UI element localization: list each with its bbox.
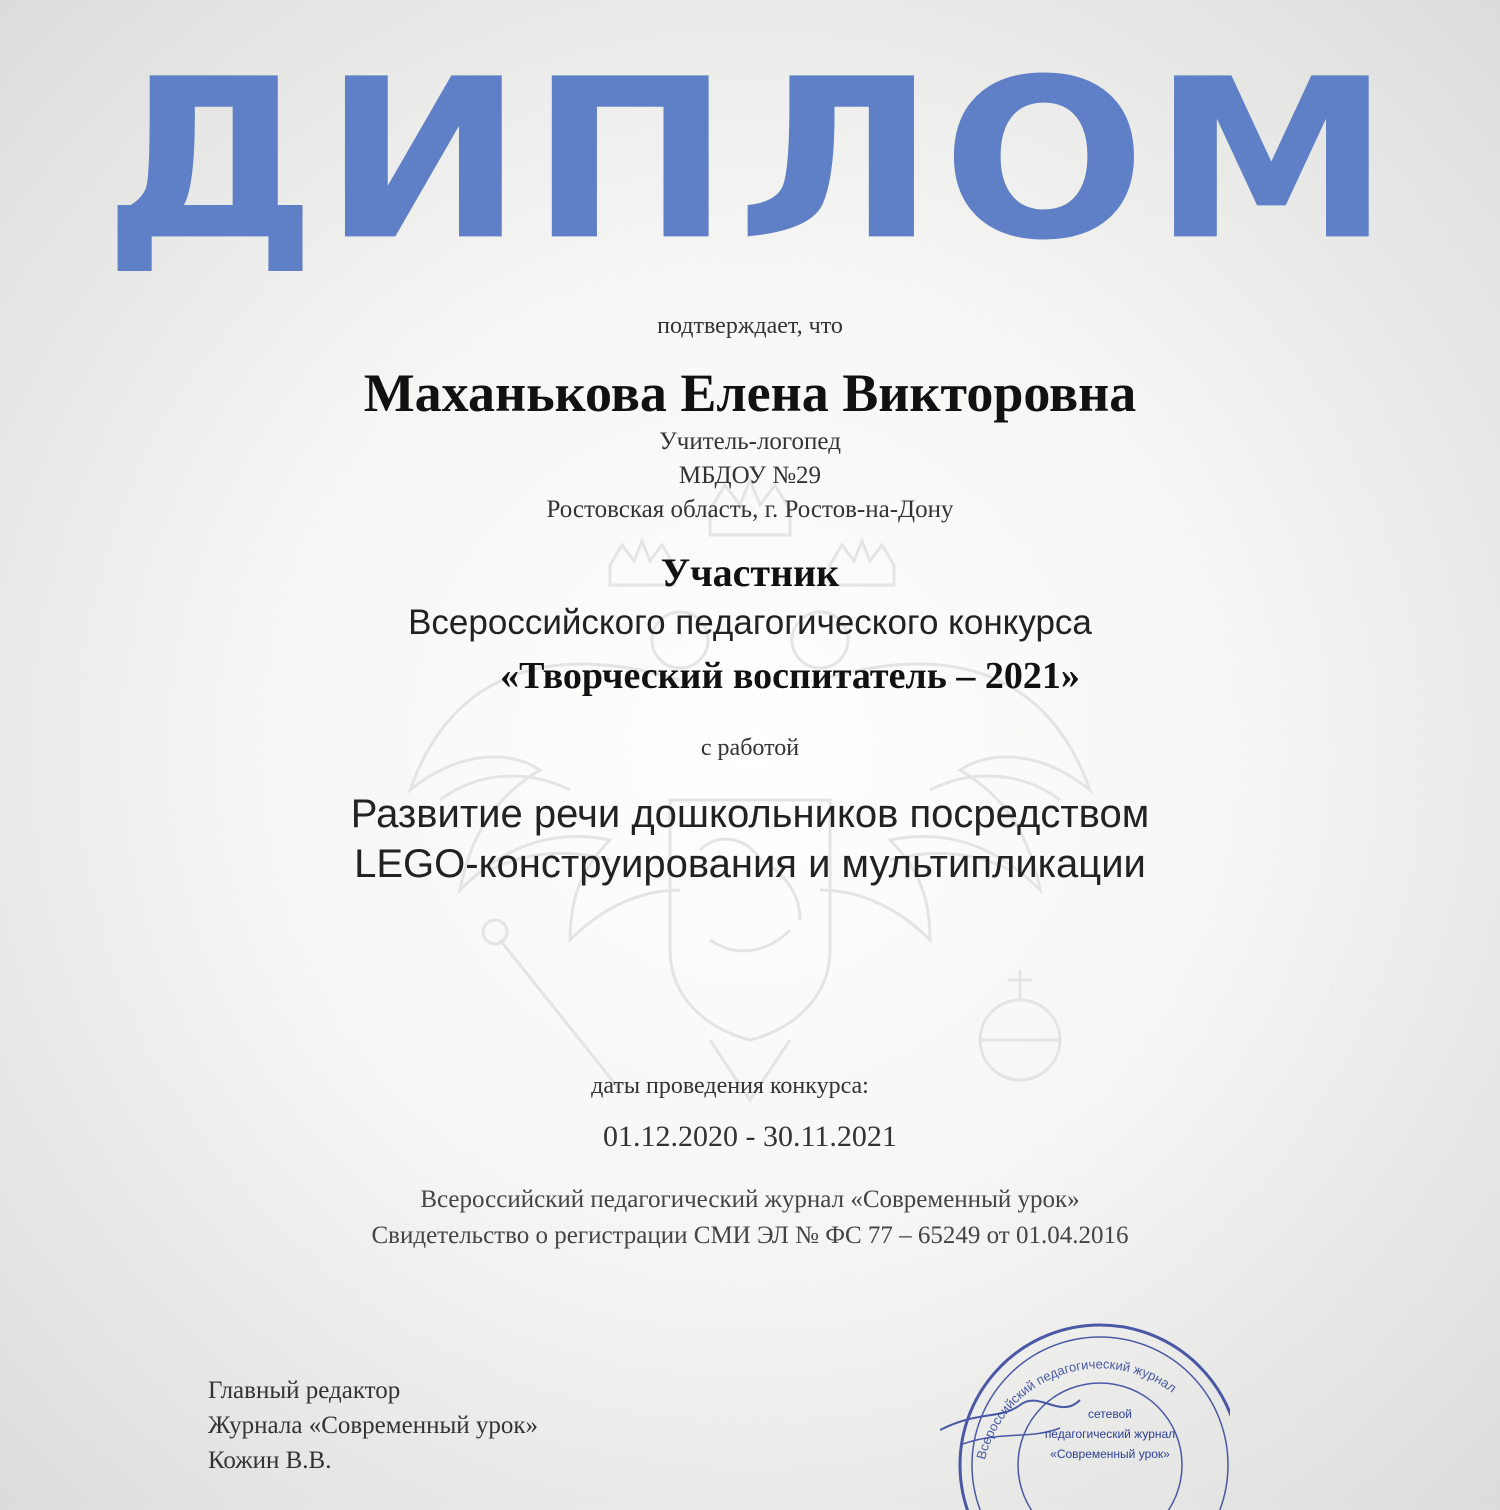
stamp-line-2: педагогический журнал xyxy=(1044,1427,1176,1441)
journal-title: Всероссийский педагогический журнал «Современный урок» xyxy=(420,1186,1080,1213)
stamp-line-1: сетевой xyxy=(1088,1407,1132,1421)
journal-registration: Свидетельство о регистрации СМИ ЭЛ № ФС 77 – 65249 от 01.04.2016 xyxy=(371,1222,1129,1249)
work-title-line-1: Развитие речи дошкольников посредством xyxy=(350,792,1150,836)
status-label: Участник xyxy=(660,550,840,595)
editor-title: Главный редактор xyxy=(208,1377,401,1404)
editor-journal: Журнала «Современный урок» xyxy=(208,1412,539,1439)
contest-name: «Творческий воспитатель – 2021» xyxy=(500,655,1080,697)
recipient-location: Ростовская область, г. Ростов-на-Дону xyxy=(546,496,954,523)
work-title-line-2: LEGO-конструирования и мультипликации xyxy=(354,842,1146,886)
stamp-ring-text: Всероссийский педагогический журнал xyxy=(973,1356,1180,1461)
recipient-position: Учитель-логопед xyxy=(659,428,841,455)
diploma-title: ДИПЛОМ xyxy=(103,31,1397,289)
seal-stamp-icon xyxy=(940,1310,1230,1510)
recipient-name: Маханькова Елена Викторовна xyxy=(363,363,1137,423)
dates-range: 01.12.2020 - 30.11.2021 xyxy=(603,1120,897,1153)
with-work-text: с работой xyxy=(700,735,800,761)
dates-label: даты проведения конкурса: xyxy=(591,1073,869,1099)
stamp-line-3: «Современный урок» xyxy=(1050,1447,1170,1461)
recipient-organization: МБДОУ №29 xyxy=(678,462,822,489)
confirms-text: подтверждает, что xyxy=(657,313,843,339)
contest-description: Всероссийского педагогического конкурса xyxy=(408,603,1092,642)
editor-name: Кожин В.В. xyxy=(208,1447,332,1474)
